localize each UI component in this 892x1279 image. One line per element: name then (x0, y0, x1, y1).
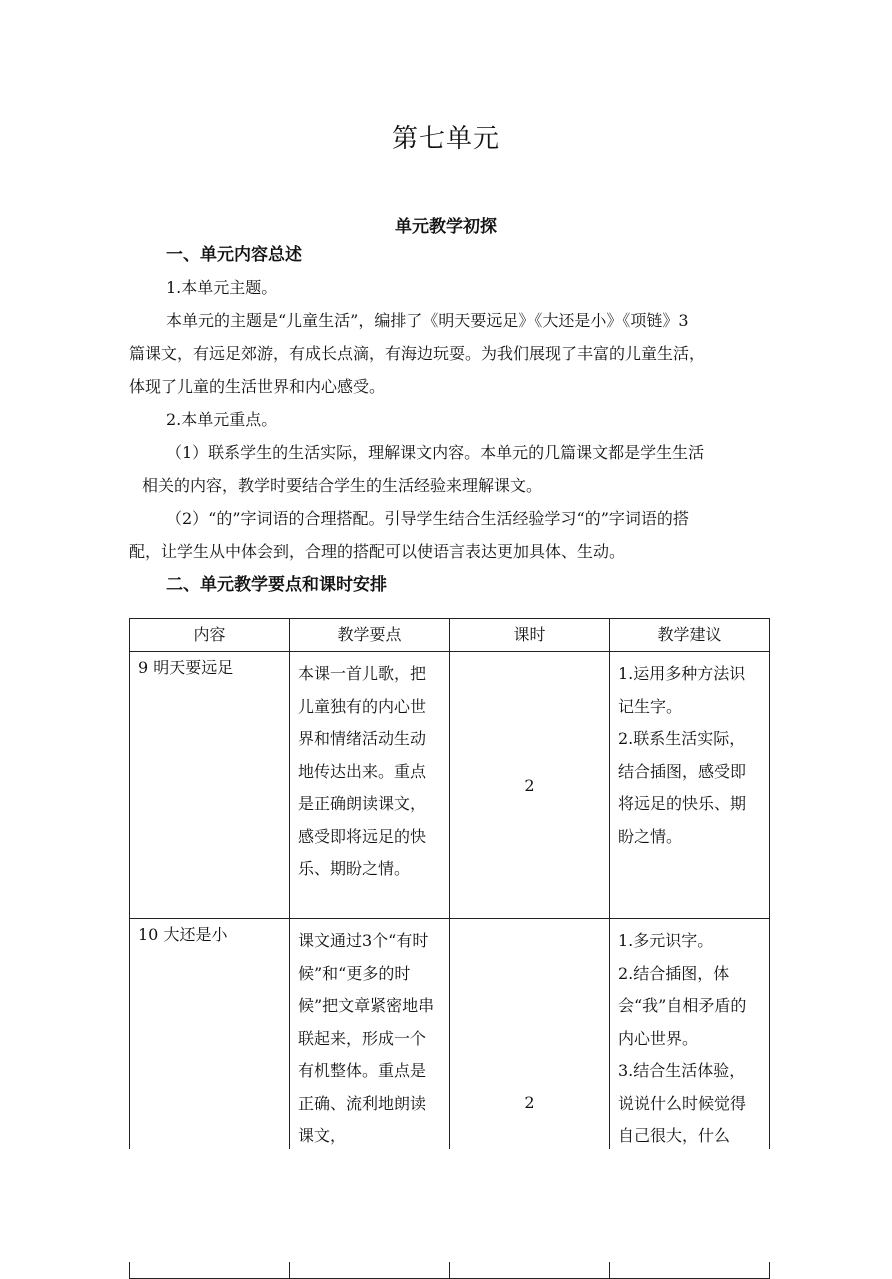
section2-heading: 二、单元教学要点和课时安排 (166, 575, 387, 595)
header-points: 教学要点 (290, 619, 450, 652)
row-hours-cell (450, 652, 610, 919)
lesson-name: 9 明天要远足 (138, 658, 234, 677)
lesson-points: 本课一首儿歌，把儿童独有的内心世界和情绪活动生动地传达出来。重点是正确朗读课文，感受即将远足的快乐、期盼之情。 (298, 664, 427, 878)
table-row (130, 652, 770, 919)
page-title: 第七单元 (391, 124, 500, 154)
suggestion-item: 2.结合插图，体会“我”自相矛盾的内心世界。 (618, 963, 747, 1048)
lesson-name: 10 大还是小 (138, 925, 228, 944)
table-header-row (130, 619, 770, 652)
suggestion-item: 3.结合生活体验，说说什么时候觉得自己很大，什么 (618, 1061, 747, 1145)
point2-line1: （2）“的”字词语的合理搭配。引导学生结合生活经验学习“的”字词语的搭 (166, 509, 689, 528)
row-content-cell (130, 652, 290, 919)
point2-line2: 配，让学生从中体会到，合理的搭配可以使语言表达更加具体、生动。 (129, 542, 626, 561)
item1-text-line3: 体现了儿童的生活世界和内心感受。 (129, 377, 386, 396)
page-bottom-margin (0, 1149, 892, 1262)
row-points-cell (290, 652, 450, 919)
lesson-hours: 2 (524, 775, 535, 795)
lesson-hours: 2 (524, 1093, 535, 1112)
point1-line2: 相关的内容，教学时要结合学生的生活经验来理解课文。 (142, 476, 543, 495)
section1-heading: 一、单元内容总述 (166, 245, 302, 265)
header-content: 内容 (130, 619, 290, 652)
section-subtitle: 单元教学初探 (395, 217, 497, 237)
item1-heading: 1.本单元主题。 (166, 278, 278, 297)
row-suggestions-cell (610, 652, 770, 919)
suggestion-item: 1.多元识字。 (618, 931, 714, 950)
header-hours: 课时 (450, 619, 610, 652)
point1-line1: （1）联系学生的生活实际，理解课文内容。本单元的几篇课文都是学生生活 (166, 443, 705, 462)
suggestion-item: 2.联系生活实际，结合插图，感受即将远足的快乐、期盼之情。 (618, 729, 747, 846)
item1-text-line2: 篇课文，有远足郊游，有成长点滴，有海边玩耍。为我们展现了丰富的儿童生活， (129, 344, 706, 363)
header-suggestions: 教学建议 (610, 619, 770, 652)
lesson-points: 课文通过3个“有时候”和“更多的时候”把文章紧密地串联起来，形成一个有机整体。重点是正确、流利地朗读课文， (298, 931, 435, 1145)
suggestion-item: 1.运用多种方法识记生字。 (618, 664, 746, 716)
item2-heading: 2.本单元重点。 (166, 410, 278, 429)
item1-text-line1: 本单元的主题是“儿童生活”，编排了《明天要远足》《大还是小》《项链》3 (166, 311, 689, 330)
